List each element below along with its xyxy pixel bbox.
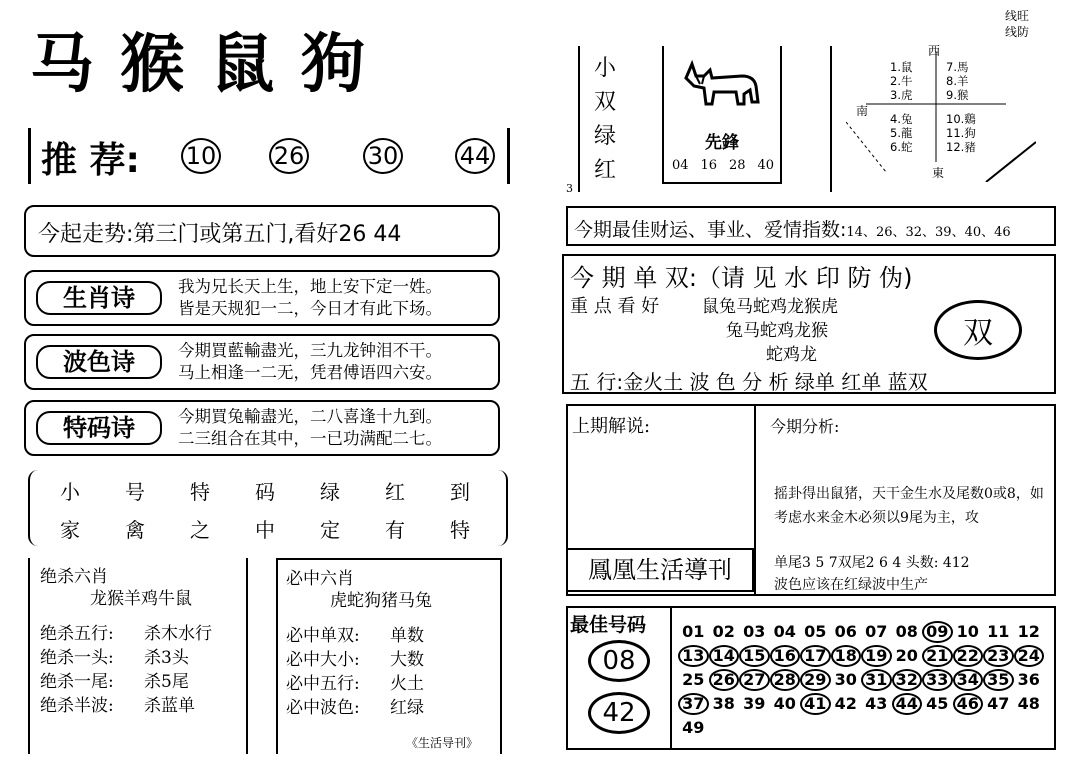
riddle-char: 家 xyxy=(60,518,80,542)
number-cell: 07 xyxy=(865,622,888,641)
poem-line: 马上相逢一二无，凭君傅语四六安。 xyxy=(178,363,442,382)
pioneer-label: 先鋒 xyxy=(705,133,739,153)
recommend-number: 44 xyxy=(455,138,495,174)
pioneer-number: 04 xyxy=(672,158,689,173)
number-cell: 02 xyxy=(712,622,735,641)
must-zodiacs: 虎蛇狗猪马兔 xyxy=(330,591,432,611)
number-cell: 18 xyxy=(831,645,862,667)
poem-label: 特码诗 xyxy=(36,411,162,445)
kill-key: 绝杀五行: xyxy=(40,624,114,644)
recommend-number: 30 xyxy=(363,138,403,174)
number-cell: 21 xyxy=(922,645,953,667)
oddeven-bottom: 五 行:金火土 波 色 分 析 绿单 红单 蓝双 xyxy=(570,370,928,394)
number-cell: 24 xyxy=(1014,645,1045,667)
poem-line: 今期買兔輸盡光，二八喜逢十九到。 xyxy=(178,407,442,426)
must-value: 大数 xyxy=(390,650,424,670)
poem-line: 皆是天规犯一二，今日才有此下场。 xyxy=(178,299,442,318)
number-cell: 34 xyxy=(953,669,984,691)
riddle-box xyxy=(28,470,508,546)
must-value: 火土 xyxy=(390,674,424,694)
zodiac-entry: 8.羊 xyxy=(946,74,969,88)
best-pick: 42 xyxy=(588,692,650,734)
line-guard-label: 线防 xyxy=(1005,25,1030,39)
cur-label: 今期分析: xyxy=(770,417,840,436)
riddle-char: 有 xyxy=(385,518,405,542)
pioneer-inner xyxy=(662,46,782,184)
ox-icon xyxy=(682,56,762,112)
trend-box xyxy=(24,205,500,257)
source-label: 《生活导刊》 xyxy=(406,736,479,750)
number-cell: 06 xyxy=(834,622,857,641)
zodiac-entry: 6.蛇 xyxy=(890,140,913,154)
kill-box xyxy=(28,558,248,754)
number-cell: 03 xyxy=(743,622,766,641)
pioneer-number: 40 xyxy=(757,158,774,173)
number-cell: 27 xyxy=(739,669,770,691)
number-cell: 38 xyxy=(712,694,735,713)
pioneer-side-char: 绿 xyxy=(594,124,617,149)
pioneer-number: 16 xyxy=(700,158,718,173)
oddeven-box xyxy=(562,254,1056,394)
riddle-char: 码 xyxy=(255,480,275,504)
page-mark: 3 xyxy=(566,182,573,195)
riddle-char: 中 xyxy=(255,518,275,542)
number-cell: 41 xyxy=(800,693,831,715)
pioneer-side-char: 红 xyxy=(594,158,617,183)
kill-value: 杀蓝单 xyxy=(144,696,195,716)
number-cell: 39 xyxy=(743,694,766,713)
number-cell: 31 xyxy=(861,669,892,691)
number-cell: 29 xyxy=(800,669,831,691)
poem-box-special xyxy=(24,400,500,456)
riddle-char: 号 xyxy=(125,480,145,504)
number-cell: 10 xyxy=(956,622,979,641)
poem-box-color xyxy=(24,334,500,390)
number-cell: 36 xyxy=(1017,670,1040,689)
index-box xyxy=(566,206,1056,246)
number-cell: 15 xyxy=(739,645,770,667)
number-cell: 05 xyxy=(804,622,827,641)
compass-diagram xyxy=(846,42,1036,182)
riddle-char: 之 xyxy=(190,518,210,542)
number-cell: 04 xyxy=(773,622,796,641)
number-cell: 45 xyxy=(926,694,949,713)
oddeven-badge: 双 xyxy=(934,300,1022,360)
must-value: 单数 xyxy=(390,626,424,646)
riddle-char: 红 xyxy=(385,480,405,504)
zodiac-entry: 9.猴 xyxy=(946,88,969,102)
number-cell: 14 xyxy=(709,645,740,667)
number-cell: 37 xyxy=(678,693,709,715)
best-label: 最佳号码 xyxy=(570,614,647,636)
number-cell: 28 xyxy=(770,669,801,691)
kill-value: 杀木水行 xyxy=(144,624,212,644)
recommend-number: 10 xyxy=(181,138,221,174)
number-cell: 16 xyxy=(770,645,801,667)
number-cell: 40 xyxy=(773,694,796,713)
number-cell: 48 xyxy=(1017,694,1040,713)
kill-zodiacs: 龙猴羊鸡牛鼠 xyxy=(90,589,192,609)
kill-key: 绝杀半波: xyxy=(40,696,114,716)
pioneer-box xyxy=(578,46,832,192)
must-key: 必中波色: xyxy=(286,698,360,718)
zodiac-entry: 5.龍 xyxy=(890,126,913,140)
prev-label: 上期解说: xyxy=(572,416,651,437)
number-cell: 22 xyxy=(953,645,984,667)
brand-label: 鳳凰生活導刊 xyxy=(566,548,754,592)
number-cell: 47 xyxy=(987,694,1010,713)
poem-line: 我为兄长天上生，地上安下定一姓。 xyxy=(178,277,442,296)
must-key: 必中大小: xyxy=(286,650,360,670)
riddle-char: 特 xyxy=(190,480,210,504)
number-cell: 44 xyxy=(892,693,923,715)
focus-label: 重 点 看 好 xyxy=(570,296,660,317)
number-cell: 23 xyxy=(983,645,1014,667)
cur-text-2: 单尾3 5 7双尾2 6 4 头数: 412 xyxy=(774,555,970,571)
kill-title: 绝杀六肖 xyxy=(40,567,108,587)
cur-text-3: 波色应该在红绿波中生产 xyxy=(774,577,928,593)
must-title: 必中六肖 xyxy=(286,569,354,589)
number-cell: 49 xyxy=(682,718,705,737)
must-key: 必中单双: xyxy=(286,626,360,646)
focus-line-1: 鼠兔马蛇鸡龙猴虎 xyxy=(702,297,838,317)
number-cell: 30 xyxy=(834,670,857,689)
zodiac-entry: 10.鷄 xyxy=(946,112,976,126)
best-pick: 08 xyxy=(588,640,650,682)
direction-south: 南 xyxy=(856,104,869,118)
direction-east: 東 xyxy=(932,166,945,180)
riddle-char: 小 xyxy=(60,480,80,504)
pioneer-side-char: 小 xyxy=(594,56,617,81)
focus-line-3: 蛇鸡龙 xyxy=(766,345,817,365)
zodiac-entry: 3.虎 xyxy=(890,88,913,102)
pioneer-side-char: 双 xyxy=(594,90,617,115)
poem-label: 生肖诗 xyxy=(36,281,162,315)
number-cell: 42 xyxy=(834,694,857,713)
poem-line: 二三组合在其中，一已功满配二七。 xyxy=(178,429,442,448)
poem-line: 今期買藍輸盡光，三九龙钟泪不干。 xyxy=(178,341,442,360)
number-cell: 09 xyxy=(922,621,953,643)
poem-box-zodiac xyxy=(24,270,500,326)
focus-line-2: 兔马蛇鸡龙猴 xyxy=(726,321,828,341)
pioneer-number: 28 xyxy=(728,158,746,173)
number-cell: 43 xyxy=(865,694,888,713)
zodiac-entry: 1.鼠 xyxy=(890,60,913,74)
riddle-char: 绿 xyxy=(320,480,340,504)
kill-value: 杀5尾 xyxy=(144,672,189,692)
kill-value: 杀3头 xyxy=(144,648,189,668)
must-key: 必中五行: xyxy=(286,674,360,694)
number-cell: 11 xyxy=(987,622,1010,641)
zodiac-entry: 12.豬 xyxy=(946,140,976,154)
line-strong-label: 线旺 xyxy=(1005,9,1030,23)
recommend-bar xyxy=(28,128,510,184)
direction-west: 西 xyxy=(928,44,941,58)
main-title: 马 猴 鼠 狗 xyxy=(30,28,367,102)
index-label: 今期最佳财运、事业、爱情指数: xyxy=(574,219,847,241)
zodiac-entry: 11.狗 xyxy=(946,126,976,140)
number-cell: 12 xyxy=(1017,622,1040,641)
riddle-char: 特 xyxy=(450,518,470,542)
kill-key: 绝杀一头: xyxy=(40,648,114,668)
number-cell: 35 xyxy=(983,669,1014,691)
number-cell: 33 xyxy=(922,669,953,691)
best-box xyxy=(566,606,1056,750)
oddeven-title: 今 期 单 双:（请 见 水 印 防 伪) xyxy=(570,264,913,292)
must-value: 红绿 xyxy=(390,698,424,718)
number-cell: 20 xyxy=(895,646,918,665)
riddle-char: 定 xyxy=(320,518,340,542)
zodiac-entry: 7.馬 xyxy=(946,60,969,74)
number-cell: 17 xyxy=(800,645,831,667)
number-cell: 19 xyxy=(861,645,892,667)
riddle-char: 到 xyxy=(450,480,470,504)
number-cell: 46 xyxy=(953,693,984,715)
best-panel xyxy=(568,608,672,748)
kill-key: 绝杀一尾: xyxy=(40,672,114,692)
zodiac-entry: 2.牛 xyxy=(890,74,913,88)
index-values: 14、26、32、39、40、46 xyxy=(846,225,1011,240)
number-cell: 13 xyxy=(678,645,709,667)
number-cell: 32 xyxy=(892,669,923,691)
number-cell: 25 xyxy=(682,670,705,689)
number-cell: 08 xyxy=(895,622,918,641)
zodiac-entry: 4.兔 xyxy=(890,112,913,126)
must-box xyxy=(276,558,502,754)
number-grid xyxy=(678,620,1054,748)
trend-text: 今起走势:第三门或第五门,看好26 44 xyxy=(38,222,402,247)
riddle-char: 禽 xyxy=(125,518,145,542)
number-cell: 26 xyxy=(709,669,740,691)
cur-text-1: 摇卦得出鼠猪，天干金生水及尾数0或8，如考虑水来金木必须以9尾为主，攻 xyxy=(774,486,1044,526)
recommend-label: 推 荐: xyxy=(41,140,140,181)
analysis-box xyxy=(566,404,1056,596)
poem-label: 波色诗 xyxy=(36,345,162,379)
number-cell: 01 xyxy=(682,622,705,641)
recommend-number: 26 xyxy=(269,138,309,174)
